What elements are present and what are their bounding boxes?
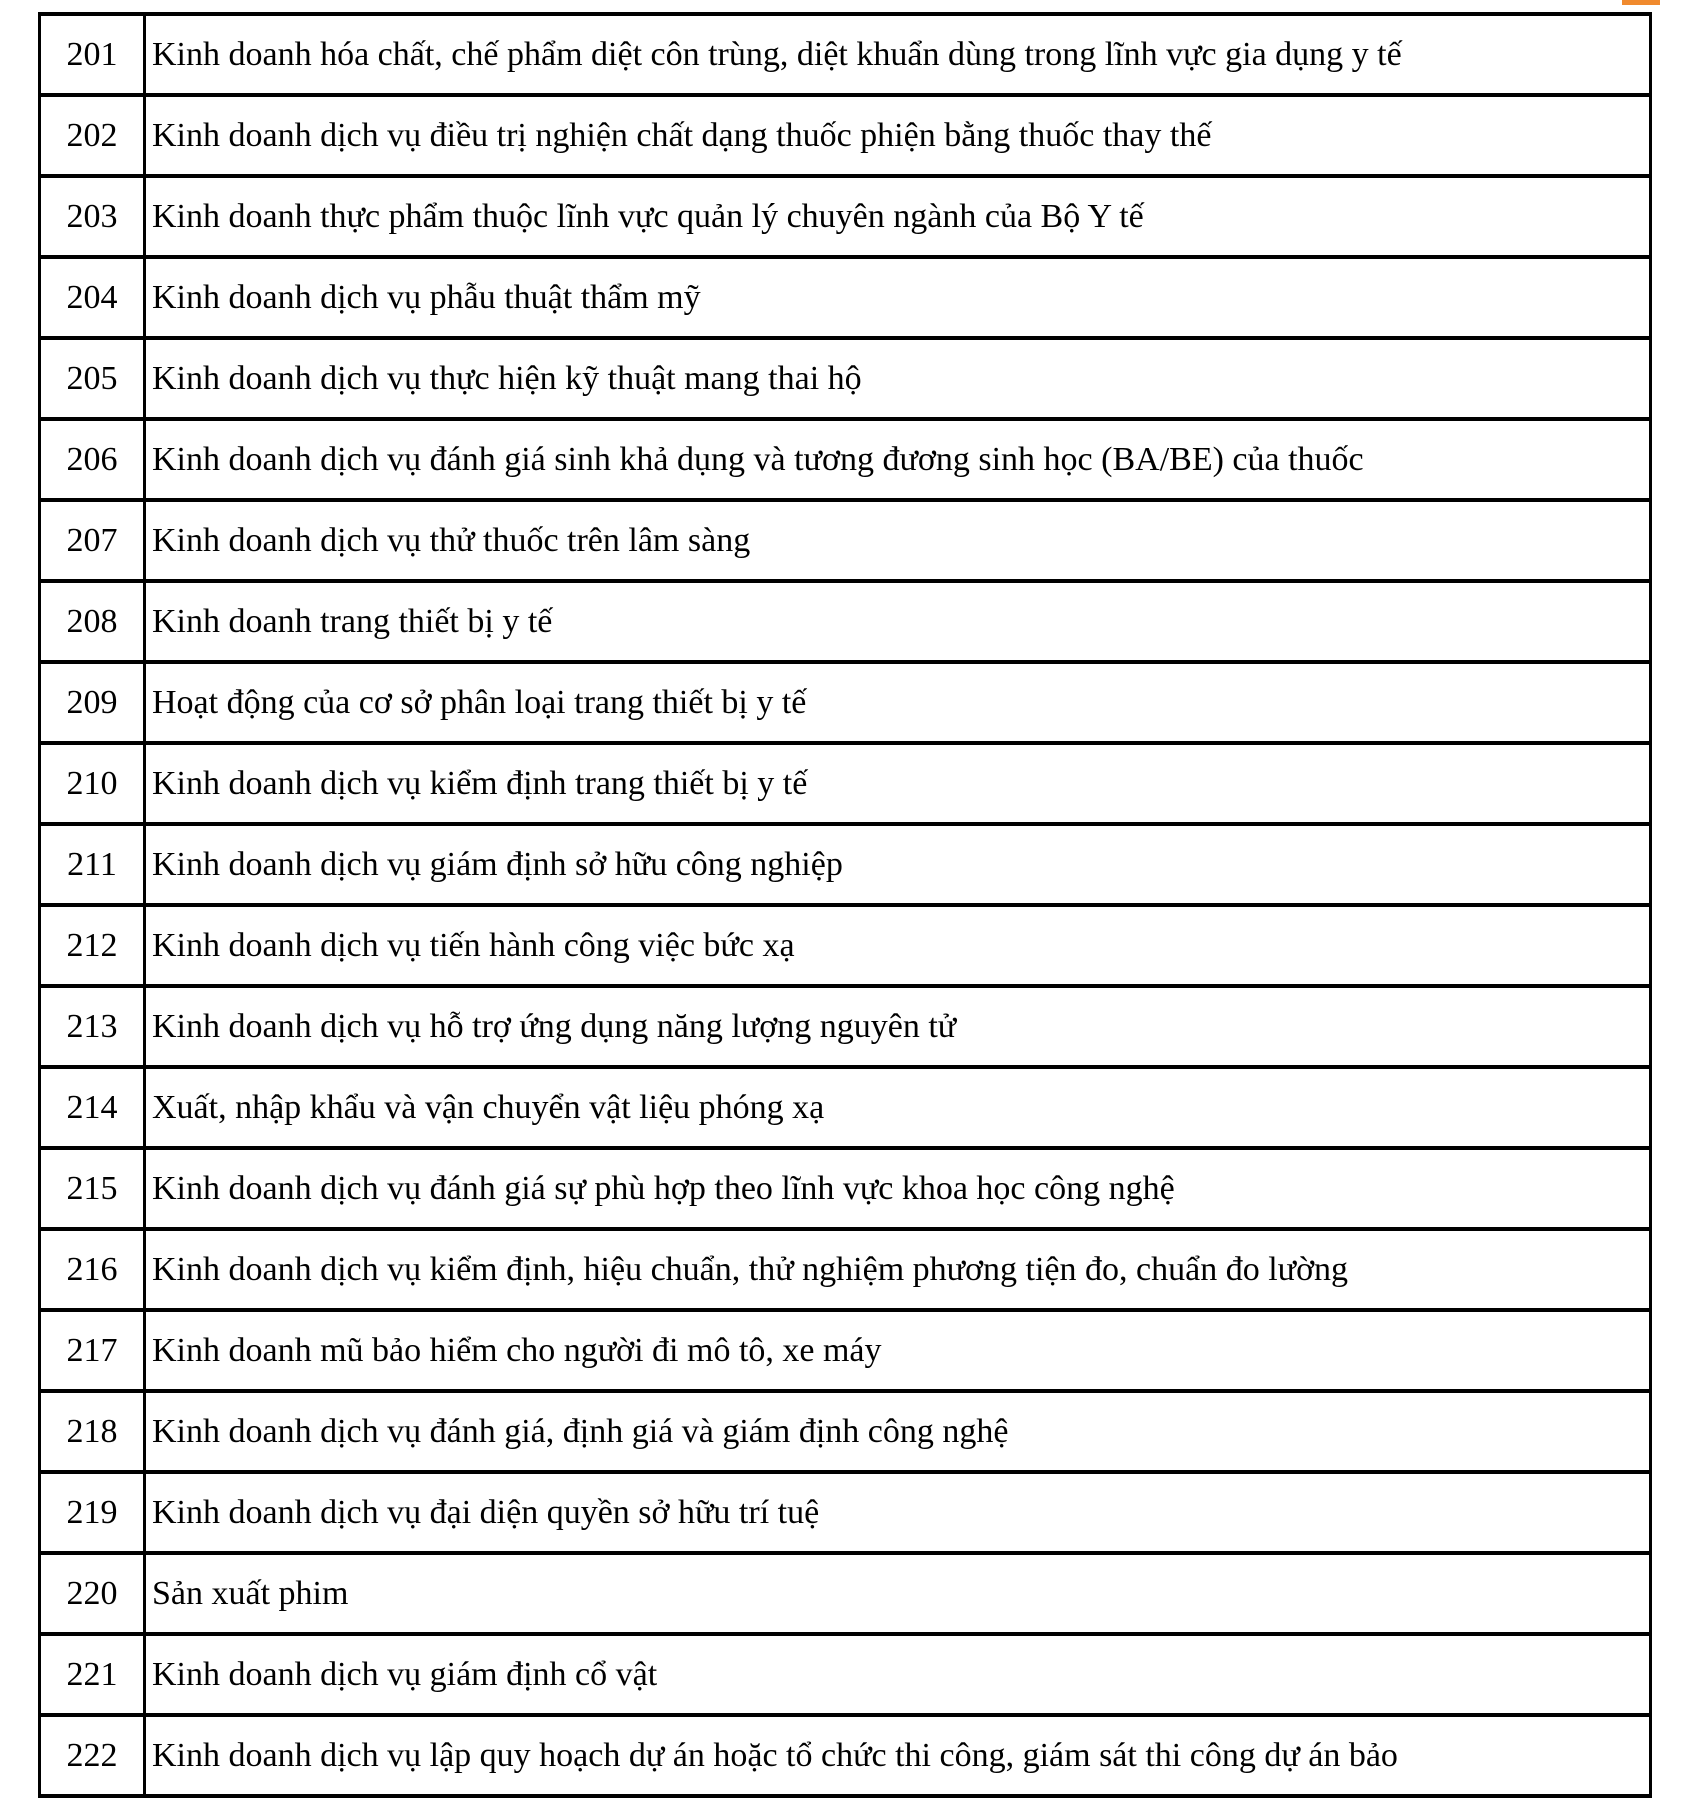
row-description-cell: Kinh doanh dịch vụ hỗ trợ ứng dụng năng lượng nguyên tử	[145, 986, 1651, 1067]
row-description-cell: Kinh doanh dịch vụ điều trị nghiện chất dạng thuốc phiện bằng thuốc thay thế	[145, 95, 1651, 176]
row-number-cell: 203	[40, 176, 145, 257]
row-number-cell: 217	[40, 1310, 145, 1391]
row-description-cell: Sản xuất phim	[145, 1553, 1651, 1634]
row-description-cell: Kinh doanh dịch vụ phẫu thuật thẩm mỹ	[145, 257, 1651, 338]
table-row	[40, 95, 1651, 176]
table-row	[40, 419, 1651, 500]
row-description-cell: Kinh doanh dịch vụ giám định sở hữu công nghiệp	[145, 824, 1651, 905]
row-number-cell: 219	[40, 1472, 145, 1553]
row-number-cell: 209	[40, 662, 145, 743]
row-description-cell: Kinh doanh dịch vụ đánh giá, định giá và giám định công nghệ	[145, 1391, 1651, 1472]
row-number-cell: 220	[40, 1553, 145, 1634]
row-description-cell: Kinh doanh dịch vụ kiểm định, hiệu chuẩn, thử nghiệm phương tiện đo, chuẩn đo lường	[145, 1229, 1651, 1310]
row-number-cell: 208	[40, 581, 145, 662]
table-row	[40, 743, 1651, 824]
row-number-cell: 207	[40, 500, 145, 581]
row-description-cell: Xuất, nhập khẩu và vận chuyển vật liệu phóng xạ	[145, 1067, 1651, 1148]
orange-edge-artifact	[1622, 0, 1660, 5]
table-row	[40, 1391, 1651, 1472]
row-number-cell: 201	[40, 14, 145, 95]
table-body	[40, 14, 1651, 1796]
row-description-cell: Kinh doanh dịch vụ thực hiện kỹ thuật mang thai hộ	[145, 338, 1651, 419]
row-description-cell: Kinh doanh mũ bảo hiểm cho người đi mô tô, xe máy	[145, 1310, 1651, 1391]
row-number-cell: 213	[40, 986, 145, 1067]
table-row	[40, 1634, 1651, 1715]
business-lines-table-container	[38, 12, 1652, 1798]
row-description-cell: Kinh doanh dịch vụ tiến hành công việc bức xạ	[145, 905, 1651, 986]
row-number-cell: 212	[40, 905, 145, 986]
row-number-cell: 214	[40, 1067, 145, 1148]
row-description-cell: Kinh doanh dịch vụ lập quy hoạch dự án hoặc tổ chức thi công, giám sát thi công dự án bảo	[145, 1715, 1651, 1796]
table-row	[40, 1067, 1651, 1148]
row-number-cell: 206	[40, 419, 145, 500]
table-row	[40, 581, 1651, 662]
table-row	[40, 257, 1651, 338]
row-number-cell: 204	[40, 257, 145, 338]
table-row	[40, 1229, 1651, 1310]
row-number-cell: 216	[40, 1229, 145, 1310]
row-number-cell: 211	[40, 824, 145, 905]
table-row	[40, 14, 1651, 95]
row-description-cell: Kinh doanh hóa chất, chế phẩm diệt côn trùng, diệt khuẩn dùng trong lĩnh vực gia dụng y tế	[145, 14, 1651, 95]
row-description-cell: Kinh doanh trang thiết bị y tế	[145, 581, 1651, 662]
row-description-cell: Kinh doanh dịch vụ đánh giá sinh khả dụng và tương đương sinh học (BA/BE) của thuốc	[145, 419, 1651, 500]
table-row	[40, 905, 1651, 986]
row-description-cell: Kinh doanh dịch vụ giám định cổ vật	[145, 1634, 1651, 1715]
row-description-cell: Kinh doanh dịch vụ đánh giá sự phù hợp theo lĩnh vực khoa học công nghệ	[145, 1148, 1651, 1229]
row-number-cell: 210	[40, 743, 145, 824]
row-number-cell: 215	[40, 1148, 145, 1229]
row-description-cell: Kinh doanh dịch vụ kiểm định trang thiết bị y tế	[145, 743, 1651, 824]
table-row	[40, 176, 1651, 257]
table-row	[40, 824, 1651, 905]
row-description-cell: Kinh doanh dịch vụ đại diện quyền sở hữu trí tuệ	[145, 1472, 1651, 1553]
row-number-cell: 202	[40, 95, 145, 176]
row-description-cell: Hoạt động của cơ sở phân loại trang thiết bị y tế	[145, 662, 1651, 743]
row-number-cell: 218	[40, 1391, 145, 1472]
table-row	[40, 662, 1651, 743]
table-row	[40, 338, 1651, 419]
table-row	[40, 1472, 1651, 1553]
row-number-cell: 222	[40, 1715, 145, 1796]
row-description-cell: Kinh doanh dịch vụ thử thuốc trên lâm sàng	[145, 500, 1651, 581]
row-number-cell: 205	[40, 338, 145, 419]
table-row	[40, 1553, 1651, 1634]
row-description-cell: Kinh doanh thực phẩm thuộc lĩnh vực quản lý chuyên ngành của Bộ Y tế	[145, 176, 1651, 257]
table-row	[40, 1148, 1651, 1229]
table-row	[40, 986, 1651, 1067]
table-row	[40, 500, 1651, 581]
table-row	[40, 1715, 1651, 1796]
business-lines-table	[38, 12, 1652, 1798]
row-number-cell: 221	[40, 1634, 145, 1715]
table-row	[40, 1310, 1651, 1391]
